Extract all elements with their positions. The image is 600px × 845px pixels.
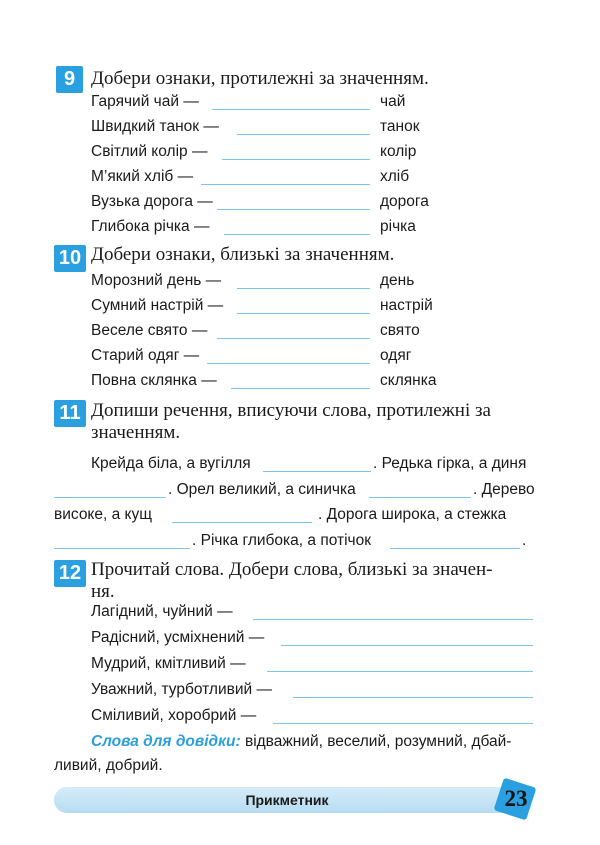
- task-title-continued: значенням.: [91, 422, 181, 443]
- answer-line[interactable]: [369, 497, 471, 498]
- row-suffix: одяг: [380, 347, 412, 364]
- row-prefix: Мудрий, кмітливий —: [91, 655, 246, 672]
- row-prefix: Глибока річка —: [91, 218, 210, 235]
- answer-line[interactable]: [281, 645, 533, 646]
- answer-line[interactable]: [263, 471, 371, 472]
- answer-line[interactable]: [253, 619, 533, 620]
- task-number-badge: 12: [54, 560, 86, 587]
- row-prefix: Старий одяг —: [91, 347, 200, 364]
- row-suffix: танок: [380, 118, 420, 135]
- row-prefix: Морозний день —: [91, 272, 222, 289]
- answer-line[interactable]: [390, 548, 520, 549]
- answer-line[interactable]: [224, 234, 370, 235]
- task-title: Добери ознаки, протилежні за значенням.: [91, 68, 429, 89]
- row-prefix: Швидкий танок —: [91, 118, 219, 135]
- sentence-fragment: . Орел великий, а синичка: [168, 481, 356, 498]
- row-prefix: Гарячий чай —: [91, 93, 199, 110]
- sentence-fragment: . Дорога широка, а стежка: [318, 506, 507, 523]
- row-prefix: Лагідний, чуйний —: [91, 603, 233, 620]
- answer-line[interactable]: [217, 338, 370, 339]
- sentence-fragment: . Річка глибока, а потічок: [192, 532, 372, 549]
- row-prefix: Вузька дорога —: [91, 193, 213, 210]
- task-number-badge: 10: [54, 245, 86, 272]
- row-prefix: М’який хліб —: [91, 168, 194, 185]
- task-title: Прочитай слова. Добери слова, близькі за значен-: [91, 559, 493, 580]
- row-suffix: чай: [380, 93, 406, 110]
- row-suffix: колір: [380, 143, 417, 160]
- task-number-badge: 11: [54, 400, 86, 427]
- answer-line[interactable]: [212, 109, 370, 110]
- row-prefix: Радісний, усміхнений —: [91, 629, 265, 646]
- sentence-fragment: високе, а кущ: [54, 506, 153, 523]
- answer-line[interactable]: [172, 522, 312, 523]
- answer-line[interactable]: [267, 671, 533, 672]
- sentence-fragment: .: [522, 532, 527, 549]
- footer-bar: [54, 787, 520, 813]
- row-suffix: хліб: [380, 168, 410, 185]
- sentence-fragment: . Дерево: [473, 481, 535, 498]
- answer-line[interactable]: [217, 209, 370, 210]
- row-suffix: день: [380, 272, 415, 289]
- task-number-badge: 9: [56, 66, 83, 93]
- answer-line[interactable]: [207, 363, 370, 364]
- answer-line[interactable]: [237, 313, 370, 314]
- task-title: Допиши речення, вписуючи слова, протилежні за: [91, 400, 491, 421]
- row-prefix: Веселе свято —: [91, 322, 208, 339]
- answer-line[interactable]: [273, 723, 533, 724]
- task-title-continued: ня.: [91, 581, 115, 602]
- section-title: Прикметник: [245, 792, 329, 808]
- answer-line[interactable]: [237, 288, 370, 289]
- answer-line[interactable]: [222, 159, 370, 160]
- answer-line[interactable]: [54, 497, 166, 498]
- row-prefix: Сумний настрій —: [91, 297, 224, 314]
- row-prefix: Уважний, турботливий —: [91, 681, 272, 698]
- task-title: Добери ознаки, близькі за значенням.: [91, 244, 395, 265]
- row-prefix: Повна склянка —: [91, 372, 217, 389]
- row-suffix: склянка: [380, 372, 437, 389]
- hint-words-continued: ливий, добрий.: [54, 757, 163, 774]
- answer-line[interactable]: [231, 388, 370, 389]
- row-prefix: Світлий колір —: [91, 143, 208, 160]
- hint-words: відважний, веселий, розумний, дбай-: [244, 733, 512, 750]
- row-suffix: свято: [380, 322, 420, 339]
- row-suffix: настрій: [380, 297, 433, 314]
- page-number-badge: [496, 780, 536, 820]
- sentence-fragment: . Редька гірка, а диня: [373, 455, 527, 472]
- page-number: 23: [504, 786, 528, 811]
- answer-line[interactable]: [237, 134, 370, 135]
- hint-line: [91, 733, 511, 751]
- answer-line[interactable]: [293, 697, 533, 698]
- row-suffix: річка: [380, 218, 416, 235]
- row-suffix: дорога: [380, 193, 429, 210]
- answer-line[interactable]: [201, 184, 370, 185]
- row-prefix: Сміливий, хоробрий —: [91, 707, 257, 724]
- hint-label: Слова для довідки:: [91, 733, 241, 750]
- sentence-fragment: Крейда біла, а вугілля: [91, 455, 251, 472]
- answer-line[interactable]: [54, 548, 190, 549]
